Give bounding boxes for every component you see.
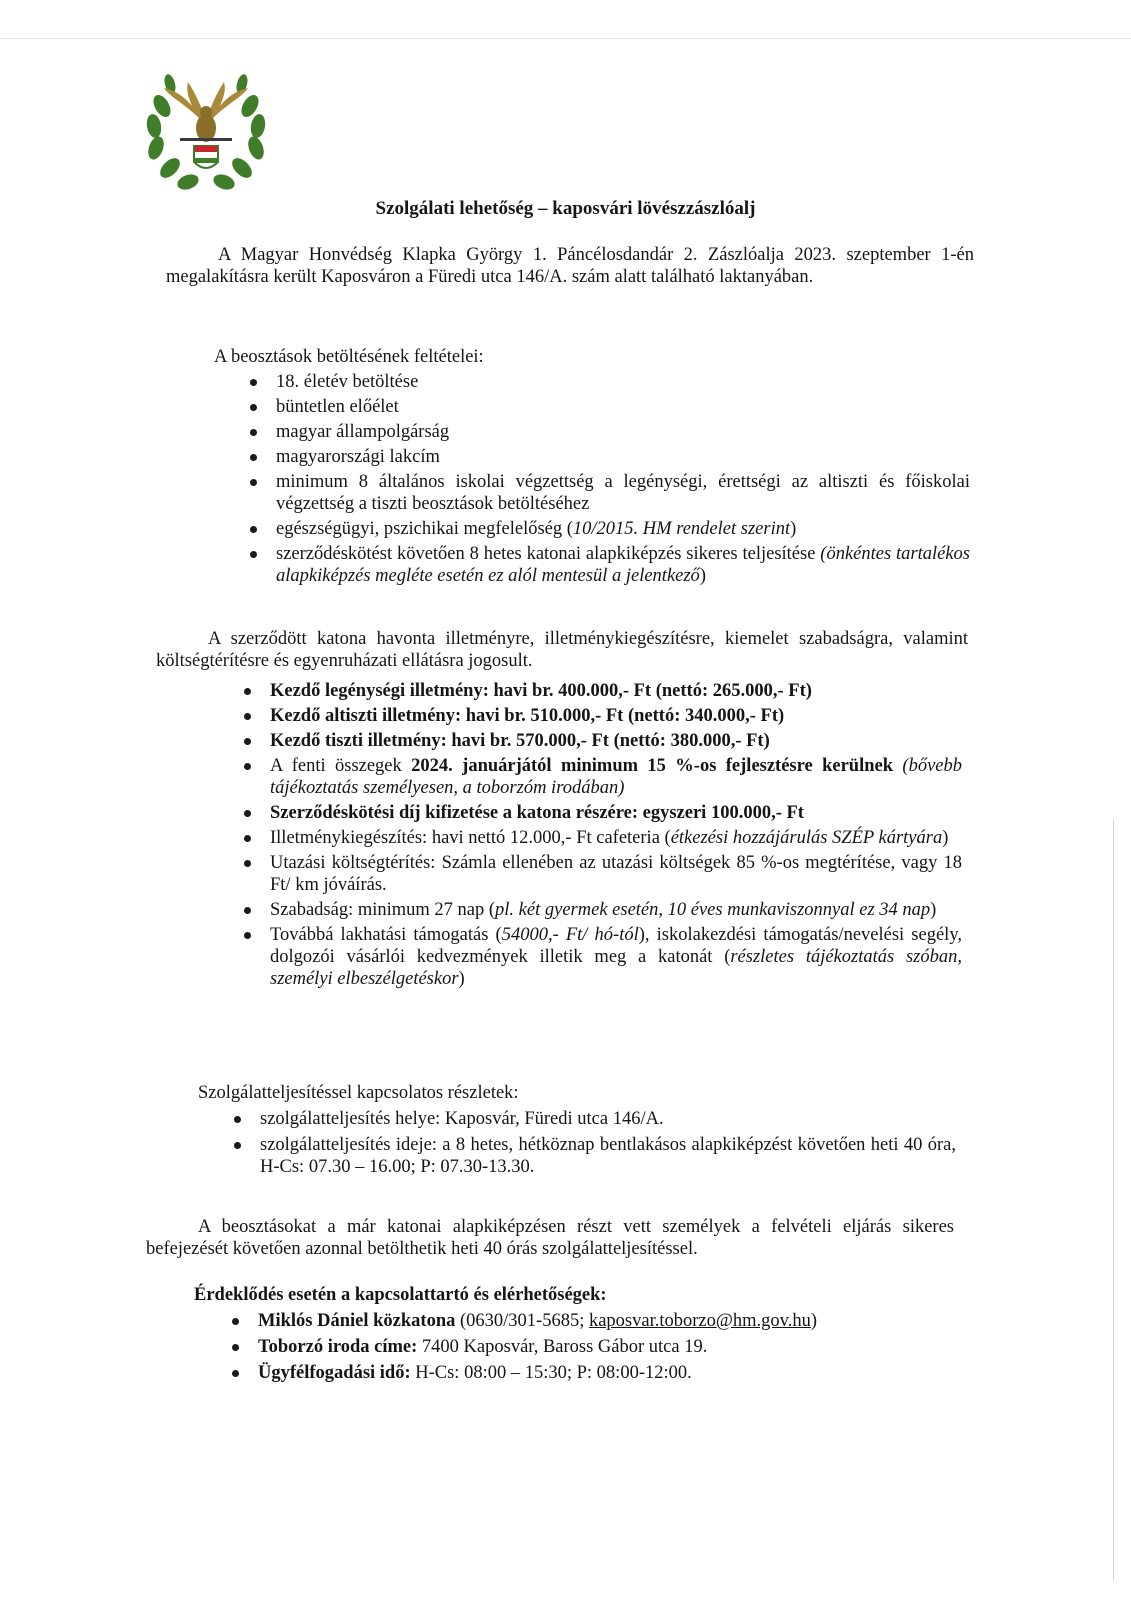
list-item: minimum 8 általános iskolai végzettség a legénységi, érettségi az altiszti és főiskolai végzettség a tiszti beosztások betöltéséhez: [244, 471, 970, 515]
military-emblem-icon: [140, 66, 272, 196]
list-item: Utazási költségtérítés: Számla ellenében az utazási költségek 85 %-os megtérítése, vagy 18 Ft/ km jóváírás.: [238, 852, 962, 896]
list-item: szolgálatteljesítés ideje: a 8 hetes, hétköznap bentlakásos alapkiképzést követően heti 40 óra, H-Cs: 07.30 – 16.00; P: 07.30-13.30.: [228, 1134, 956, 1178]
document-title: Szolgálati lehetőség – kaposvári lövészzászlóalj: [375, 198, 756, 219]
list-item: büntetlen előélet: [244, 396, 970, 418]
contact-list: [226, 1310, 966, 1388]
list-item: magyarországi lakcím: [244, 446, 970, 468]
list-item: Toborzó iroda címe: 7400 Kaposvár, Baross Gábor utca 19.: [226, 1336, 966, 1358]
intro-text: A Magyar Honvédség Klapka György 1. Páncélosdandár 2. Zászlóalja 2023. szeptember 1-én megalakításra került Kaposváron a Füredi utca 146/A. szám alatt található laktanyában.: [166, 245, 974, 287]
scan-edge-right: [1113, 820, 1114, 1580]
list-item: Kezdő legénységi illetmény: havi br. 400.000,- Ft (nettó: 265.000,- Ft): [238, 680, 962, 702]
list-item: A fenti összegek 2024. januárjától minimum 15 %-os fejlesztésre kerülnek (bővebb tájékoztatás személyesen, a toborzóm irodában): [238, 755, 962, 799]
scan-edge-top: [0, 38, 1131, 39]
list-item: Kezdő altiszti illetmény: havi br. 510.000,- Ft (nettó: 340.000,- Ft): [238, 705, 962, 727]
service-heading: Szolgálatteljesítéssel kapcsolatos részletek:: [198, 1083, 519, 1103]
list-item: 18. életév betöltése: [244, 371, 970, 393]
list-item: Illetménykiegészítés: havi nettó 12.000,- Ft cafeteria (étkezési hozzájárulás SZÉP kártyára): [238, 827, 962, 849]
requirements-heading: A beosztások betöltésének feltételei:: [214, 347, 484, 367]
list-item: Kezdő tiszti illetmény: havi br. 570.000,- Ft (nettó: 380.000,- Ft): [238, 730, 962, 752]
list-item: Miklós Dániel közkatona (0630/301-5685; kaposvar.toborzo@hm.gov.hu): [226, 1310, 966, 1332]
service-list: [228, 1108, 956, 1182]
list-item: Továbbá lakhatási támogatás (54000,- Ft/ hó-tól), iskolakezdési támogatás/nevelési segély, dolgozói vásárlói kedvezmények illetik meg a katonát (részletes tájékoztatás szóban, személyi elbeszélgetéskor): [238, 924, 962, 990]
list-item: Szerződéskötési díj kifizetése a katona részére: egyszeri 100.000,- Ft: [238, 802, 962, 824]
benefits-intro-paragraph: A szerződött katona havonta illetményre, illetménykiegészítésre, kiemelet szabadságra, valamint költségtérítésre és egyenruházati ellátásra jogosult.: [156, 629, 968, 671]
list-item: szolgálatteljesítés helye: Kaposvár, Füredi utca 146/A.: [228, 1108, 956, 1130]
requirements-list: [244, 371, 970, 590]
email-link[interactable]: kaposvar.toborzo@hm.gov.hu: [588, 1311, 811, 1331]
contact-heading: Érdeklődés esetén a kapcsolattartó és elérhetőségek:: [194, 1285, 607, 1305]
list-item: Szabadság: minimum 27 nap (pl. két gyermek esetén, 10 éves munkaviszonnyal ez 34 nap): [238, 899, 962, 921]
benefits-list: [238, 680, 962, 993]
list-item: szerződéskötést követően 8 hetes katonai alapkiképzés sikeres teljesítése (önkéntes tartalékos alapkiképzés megléte esetén ez alól mentesül a jelentkező): [244, 543, 970, 587]
list-item: magyar állampolgárság: [244, 421, 970, 443]
list-item: Ügyfélfogadási idő: H-Cs: 08:00 – 15:30; P: 08:00-12:00.: [226, 1362, 966, 1384]
list-item: egészségügyi, pszichikai megfelelőség (10/2015. HM rendelet szerint): [244, 518, 970, 540]
closing-paragraph: A beosztásokat a már katonai alapkiképzésen részt vett személyek a felvételi eljárás sikeres befejezését követően azonnal betölthetik heti 40 órás szolgálatteljesítéssel.: [146, 1217, 954, 1259]
intro-paragraph: [166, 244, 974, 288]
